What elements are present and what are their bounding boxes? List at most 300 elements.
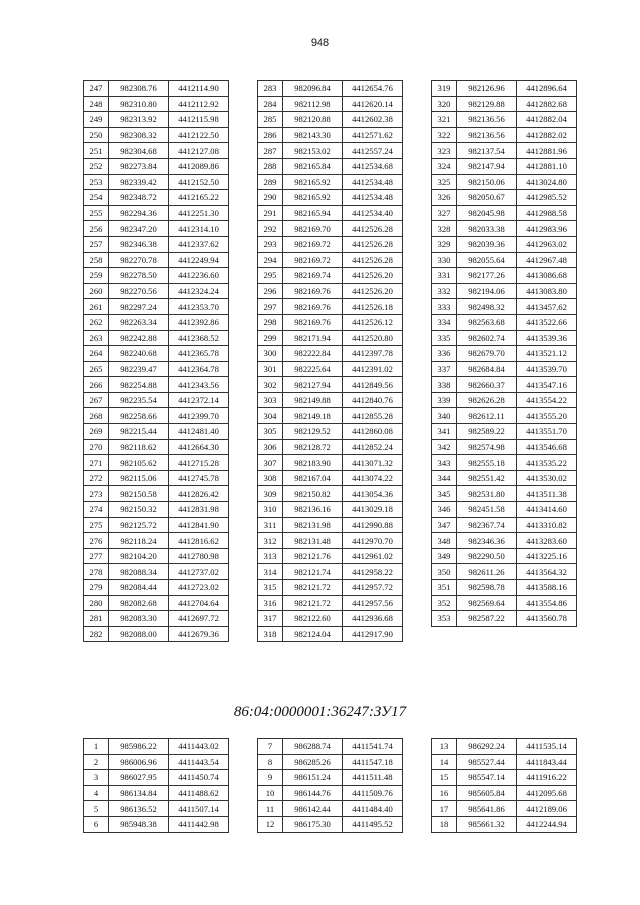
y-coordinate-cell: 4413283.60 bbox=[517, 533, 577, 549]
y-coordinate-cell: 4412855.28 bbox=[343, 408, 403, 424]
point-number-cell: 304 bbox=[258, 408, 283, 424]
x-coordinate-cell: 985527.44 bbox=[457, 754, 517, 770]
table-row bbox=[84, 626, 229, 642]
y-coordinate-cell: 4413551.70 bbox=[517, 424, 577, 440]
y-coordinate-cell: 4413074.22 bbox=[343, 470, 403, 486]
point-number-cell: 301 bbox=[258, 361, 283, 377]
y-coordinate-cell: 4412961.02 bbox=[343, 548, 403, 564]
table-row bbox=[432, 611, 577, 627]
table-row bbox=[258, 470, 403, 486]
point-number-cell: 8 bbox=[258, 754, 283, 770]
table-row bbox=[258, 236, 403, 252]
table-row bbox=[258, 439, 403, 455]
y-coordinate-cell: 4412963.02 bbox=[517, 236, 577, 252]
y-coordinate-cell: 4413086.68 bbox=[517, 268, 577, 284]
table-row bbox=[84, 486, 229, 502]
table-row bbox=[258, 770, 403, 786]
point-number-cell: 264 bbox=[84, 346, 109, 362]
y-coordinate-cell: 4413457.62 bbox=[517, 299, 577, 315]
point-number-cell: 329 bbox=[432, 236, 457, 252]
y-coordinate-cell: 4412122.50 bbox=[169, 127, 229, 143]
y-coordinate-cell: 4412251.30 bbox=[169, 205, 229, 221]
y-coordinate-cell: 4412881.96 bbox=[517, 143, 577, 159]
x-coordinate-cell: 982165.84 bbox=[283, 158, 343, 174]
point-number-cell: 323 bbox=[432, 143, 457, 159]
point-number-cell: 272 bbox=[84, 470, 109, 486]
y-coordinate-cell: 4411507.14 bbox=[169, 801, 229, 817]
table-row bbox=[84, 502, 229, 518]
point-number-cell: 346 bbox=[432, 502, 457, 518]
x-coordinate-cell: 982136.16 bbox=[283, 502, 343, 518]
y-coordinate-cell: 4412737.02 bbox=[169, 564, 229, 580]
table-row bbox=[432, 314, 577, 330]
point-number-cell: 353 bbox=[432, 611, 457, 627]
y-coordinate-cell: 4411511.48 bbox=[343, 770, 403, 786]
y-coordinate-cell: 4412882.04 bbox=[517, 112, 577, 128]
x-coordinate-cell: 982126.96 bbox=[457, 81, 517, 97]
point-number-cell: 288 bbox=[258, 158, 283, 174]
table-row bbox=[432, 174, 577, 190]
x-coordinate-cell: 982124.04 bbox=[283, 626, 343, 642]
y-coordinate-cell: 4412620.14 bbox=[343, 96, 403, 112]
y-coordinate-cell: 4412780.98 bbox=[169, 548, 229, 564]
table-row bbox=[84, 770, 229, 786]
y-coordinate-cell: 4411535.14 bbox=[517, 739, 577, 755]
y-coordinate-cell: 4413522.66 bbox=[517, 314, 577, 330]
x-coordinate-cell: 982171.94 bbox=[283, 330, 343, 346]
table-row bbox=[258, 221, 403, 237]
x-coordinate-cell: 982598.78 bbox=[457, 580, 517, 596]
y-coordinate-cell: 4412324.24 bbox=[169, 283, 229, 299]
table-row bbox=[432, 785, 577, 801]
x-coordinate-cell: 982105.62 bbox=[109, 455, 169, 471]
point-number-cell: 263 bbox=[84, 330, 109, 346]
x-coordinate-cell: 982258.66 bbox=[109, 408, 169, 424]
y-coordinate-cell: 4412970.70 bbox=[343, 533, 403, 549]
x-coordinate-cell: 986292.24 bbox=[457, 739, 517, 755]
point-number-cell: 248 bbox=[84, 96, 109, 112]
y-coordinate-cell: 4413547.16 bbox=[517, 377, 577, 393]
x-coordinate-cell: 982131.48 bbox=[283, 533, 343, 549]
y-coordinate-cell: 4412089.86 bbox=[169, 158, 229, 174]
table-row bbox=[84, 801, 229, 817]
x-coordinate-cell: 982551.42 bbox=[457, 470, 517, 486]
table-row bbox=[84, 346, 229, 362]
point-number-cell: 247 bbox=[84, 81, 109, 97]
x-coordinate-cell: 982239.47 bbox=[109, 361, 169, 377]
y-coordinate-cell: 4411495.52 bbox=[343, 816, 403, 832]
table-row bbox=[84, 143, 229, 159]
point-number-cell: 331 bbox=[432, 268, 457, 284]
y-coordinate-cell: 4412526.28 bbox=[343, 252, 403, 268]
table-row bbox=[84, 533, 229, 549]
point-number-cell: 318 bbox=[258, 626, 283, 642]
y-coordinate-cell: 4412372.14 bbox=[169, 392, 229, 408]
point-number-cell: 280 bbox=[84, 595, 109, 611]
point-number-cell: 253 bbox=[84, 174, 109, 190]
x-coordinate-cell: 982121.74 bbox=[283, 564, 343, 580]
point-number-cell: 12 bbox=[258, 816, 283, 832]
table-row bbox=[258, 205, 403, 221]
point-number-cell: 340 bbox=[432, 408, 457, 424]
table-row bbox=[84, 81, 229, 97]
point-number-cell: 254 bbox=[84, 190, 109, 206]
table-row bbox=[258, 754, 403, 770]
x-coordinate-cell: 982084.44 bbox=[109, 580, 169, 596]
table-row bbox=[432, 221, 577, 237]
x-coordinate-cell: 982169.76 bbox=[283, 314, 343, 330]
coordinates-table-bottom-3 bbox=[431, 738, 577, 833]
x-coordinate-cell: 982033.38 bbox=[457, 221, 517, 237]
x-coordinate-cell: 982120.88 bbox=[283, 112, 343, 128]
point-number-cell: 296 bbox=[258, 283, 283, 299]
point-number-cell: 293 bbox=[258, 236, 283, 252]
y-coordinate-cell: 4412882.68 bbox=[517, 96, 577, 112]
table-row bbox=[84, 96, 229, 112]
table-row bbox=[258, 127, 403, 143]
table-row bbox=[258, 564, 403, 580]
x-coordinate-cell: 982194.06 bbox=[457, 283, 517, 299]
x-coordinate-cell: 982096.84 bbox=[283, 81, 343, 97]
point-number-cell: 278 bbox=[84, 564, 109, 580]
y-coordinate-cell: 4412826.42 bbox=[169, 486, 229, 502]
y-coordinate-cell: 4412881.10 bbox=[517, 158, 577, 174]
table-row bbox=[84, 424, 229, 440]
table-row bbox=[258, 299, 403, 315]
point-number-cell: 255 bbox=[84, 205, 109, 221]
y-coordinate-cell: 4412337.62 bbox=[169, 236, 229, 252]
table-row bbox=[432, 408, 577, 424]
y-coordinate-cell: 4412534.40 bbox=[343, 205, 403, 221]
y-coordinate-cell: 4412392.86 bbox=[169, 314, 229, 330]
y-coordinate-cell: 4411488.62 bbox=[169, 785, 229, 801]
table-row bbox=[432, 361, 577, 377]
table-row bbox=[258, 81, 403, 97]
point-number-cell: 315 bbox=[258, 580, 283, 596]
y-coordinate-cell: 4412852.24 bbox=[343, 439, 403, 455]
table-row bbox=[258, 174, 403, 190]
y-coordinate-cell: 4411547.18 bbox=[343, 754, 403, 770]
point-number-cell: 14 bbox=[432, 754, 457, 770]
y-coordinate-cell: 4412365.78 bbox=[169, 346, 229, 362]
x-coordinate-cell: 982308.32 bbox=[109, 127, 169, 143]
point-number-cell: 258 bbox=[84, 252, 109, 268]
point-number-cell: 286 bbox=[258, 127, 283, 143]
y-coordinate-cell: 4412557.24 bbox=[343, 143, 403, 159]
table-row bbox=[432, 439, 577, 455]
x-coordinate-cell: 982118.24 bbox=[109, 533, 169, 549]
x-coordinate-cell: 982167.04 bbox=[283, 470, 343, 486]
y-coordinate-cell: 4413530.02 bbox=[517, 470, 577, 486]
point-number-cell: 1 bbox=[84, 739, 109, 755]
table-row bbox=[258, 785, 403, 801]
y-coordinate-cell: 4412534.68 bbox=[343, 158, 403, 174]
x-coordinate-cell: 982169.74 bbox=[283, 268, 343, 284]
x-coordinate-cell: 982346.36 bbox=[457, 533, 517, 549]
x-coordinate-cell: 982313.92 bbox=[109, 112, 169, 128]
table-row bbox=[432, 346, 577, 362]
table-row bbox=[432, 816, 577, 832]
table-row bbox=[258, 361, 403, 377]
table-row bbox=[84, 595, 229, 611]
point-number-cell: 265 bbox=[84, 361, 109, 377]
x-coordinate-cell: 982104.20 bbox=[109, 548, 169, 564]
point-number-cell: 6 bbox=[84, 816, 109, 832]
x-coordinate-cell: 982684.84 bbox=[457, 361, 517, 377]
x-coordinate-cell: 982278.50 bbox=[109, 268, 169, 284]
table-row bbox=[258, 346, 403, 362]
table-row bbox=[432, 580, 577, 596]
table-row bbox=[84, 754, 229, 770]
y-coordinate-cell: 4412343.56 bbox=[169, 377, 229, 393]
y-coordinate-cell: 4413546.68 bbox=[517, 439, 577, 455]
x-coordinate-cell: 982143.30 bbox=[283, 127, 343, 143]
table-row bbox=[432, 283, 577, 299]
x-coordinate-cell: 982153.02 bbox=[283, 143, 343, 159]
table-row bbox=[258, 801, 403, 817]
x-coordinate-cell: 982263.34 bbox=[109, 314, 169, 330]
point-number-cell: 342 bbox=[432, 439, 457, 455]
y-coordinate-cell: 4412364.78 bbox=[169, 361, 229, 377]
x-coordinate-cell: 982169.76 bbox=[283, 283, 343, 299]
point-number-cell: 295 bbox=[258, 268, 283, 284]
point-number-cell: 257 bbox=[84, 236, 109, 252]
y-coordinate-cell: 4412165.22 bbox=[169, 190, 229, 206]
y-coordinate-cell: 4411484.40 bbox=[343, 801, 403, 817]
point-number-cell: 333 bbox=[432, 299, 457, 315]
y-coordinate-cell: 4412664.30 bbox=[169, 439, 229, 455]
x-coordinate-cell: 986285.26 bbox=[283, 754, 343, 770]
point-number-cell: 302 bbox=[258, 377, 283, 393]
x-coordinate-cell: 982150.82 bbox=[283, 486, 343, 502]
table-row bbox=[432, 564, 577, 580]
point-number-cell: 351 bbox=[432, 580, 457, 596]
x-coordinate-cell: 982129.52 bbox=[283, 424, 343, 440]
table-row bbox=[84, 299, 229, 315]
point-number-cell: 250 bbox=[84, 127, 109, 143]
table-row bbox=[432, 330, 577, 346]
table-row bbox=[258, 611, 403, 627]
y-coordinate-cell: 4413511.38 bbox=[517, 486, 577, 502]
x-coordinate-cell: 982131.98 bbox=[283, 517, 343, 533]
x-coordinate-cell: 982165.92 bbox=[283, 174, 343, 190]
table-row bbox=[84, 392, 229, 408]
point-number-cell: 256 bbox=[84, 221, 109, 237]
x-coordinate-cell: 982165.94 bbox=[283, 205, 343, 221]
point-number-cell: 335 bbox=[432, 330, 457, 346]
x-coordinate-cell: 982169.72 bbox=[283, 252, 343, 268]
x-coordinate-cell: 982136.56 bbox=[457, 112, 517, 128]
y-coordinate-cell: 4412353.70 bbox=[169, 299, 229, 315]
table-row bbox=[84, 517, 229, 533]
x-coordinate-cell: 982290.50 bbox=[457, 548, 517, 564]
point-number-cell: 285 bbox=[258, 112, 283, 128]
coordinates-table-bottom-2 bbox=[257, 738, 403, 833]
table-row bbox=[432, 548, 577, 564]
x-coordinate-cell: 982118.62 bbox=[109, 439, 169, 455]
point-number-cell: 308 bbox=[258, 470, 283, 486]
x-coordinate-cell: 982626.28 bbox=[457, 392, 517, 408]
table-row bbox=[84, 330, 229, 346]
x-coordinate-cell: 982149.18 bbox=[283, 408, 343, 424]
x-coordinate-cell: 982169.76 bbox=[283, 299, 343, 315]
x-coordinate-cell: 982150.58 bbox=[109, 486, 169, 502]
point-number-cell: 275 bbox=[84, 517, 109, 533]
table-row bbox=[258, 739, 403, 755]
x-coordinate-cell: 982587.22 bbox=[457, 611, 517, 627]
table-row bbox=[84, 564, 229, 580]
table-row bbox=[84, 283, 229, 299]
x-coordinate-cell: 986142.44 bbox=[283, 801, 343, 817]
table-row bbox=[258, 283, 403, 299]
x-coordinate-cell: 986136.52 bbox=[109, 801, 169, 817]
x-coordinate-cell: 982589.22 bbox=[457, 424, 517, 440]
y-coordinate-cell: 4412831.98 bbox=[169, 502, 229, 518]
point-number-cell: 271 bbox=[84, 455, 109, 471]
y-coordinate-cell: 4412896.64 bbox=[517, 81, 577, 97]
table-row bbox=[432, 112, 577, 128]
y-coordinate-cell: 4413521.12 bbox=[517, 346, 577, 362]
y-coordinate-cell: 4413310.82 bbox=[517, 517, 577, 533]
y-coordinate-cell: 4412860.08 bbox=[343, 424, 403, 440]
y-coordinate-cell: 4412985.52 bbox=[517, 190, 577, 206]
point-number-cell: 325 bbox=[432, 174, 457, 190]
point-number-cell: 291 bbox=[258, 205, 283, 221]
y-coordinate-cell: 4412114.90 bbox=[169, 81, 229, 97]
x-coordinate-cell: 982128.72 bbox=[283, 439, 343, 455]
y-coordinate-cell: 4412816.62 bbox=[169, 533, 229, 549]
table-row bbox=[258, 486, 403, 502]
table-row bbox=[258, 595, 403, 611]
table-row bbox=[258, 580, 403, 596]
x-coordinate-cell: 982121.72 bbox=[283, 595, 343, 611]
point-number-cell: 350 bbox=[432, 564, 457, 580]
point-number-cell: 252 bbox=[84, 158, 109, 174]
y-coordinate-cell: 4412917.90 bbox=[343, 626, 403, 642]
y-coordinate-cell: 4412704.64 bbox=[169, 595, 229, 611]
table-row bbox=[432, 502, 577, 518]
x-coordinate-cell: 982531.80 bbox=[457, 486, 517, 502]
point-number-cell: 343 bbox=[432, 455, 457, 471]
x-coordinate-cell: 982348.72 bbox=[109, 190, 169, 206]
point-number-cell: 309 bbox=[258, 486, 283, 502]
y-coordinate-cell: 4411541.74 bbox=[343, 739, 403, 755]
point-number-cell: 305 bbox=[258, 424, 283, 440]
coordinates-table-bottom-1 bbox=[83, 738, 229, 833]
x-coordinate-cell: 982270.78 bbox=[109, 252, 169, 268]
point-number-cell: 7 bbox=[258, 739, 283, 755]
x-coordinate-cell: 986288.74 bbox=[283, 739, 343, 755]
x-coordinate-cell: 985986.22 bbox=[109, 739, 169, 755]
table-row bbox=[432, 486, 577, 502]
x-coordinate-cell: 982039.36 bbox=[457, 236, 517, 252]
point-number-cell: 276 bbox=[84, 533, 109, 549]
page-number: 948 bbox=[310, 37, 330, 49]
point-number-cell: 336 bbox=[432, 346, 457, 362]
x-coordinate-cell: 982611.26 bbox=[457, 564, 517, 580]
y-coordinate-cell: 4412534.48 bbox=[343, 190, 403, 206]
x-coordinate-cell: 982569.64 bbox=[457, 595, 517, 611]
point-number-cell: 269 bbox=[84, 424, 109, 440]
x-coordinate-cell: 982115.06 bbox=[109, 470, 169, 486]
table-row bbox=[432, 252, 577, 268]
table-row bbox=[432, 96, 577, 112]
point-number-cell: 312 bbox=[258, 533, 283, 549]
point-number-cell: 347 bbox=[432, 517, 457, 533]
y-coordinate-cell: 4412936.68 bbox=[343, 611, 403, 627]
point-number-cell: 339 bbox=[432, 392, 457, 408]
point-number-cell: 282 bbox=[84, 626, 109, 642]
point-number-cell: 3 bbox=[84, 770, 109, 786]
y-coordinate-cell: 4413024.80 bbox=[517, 174, 577, 190]
section-title: 86:04:0000001:36247:ЗУ17 bbox=[233, 704, 407, 720]
point-number-cell: 17 bbox=[432, 801, 457, 817]
point-number-cell: 321 bbox=[432, 112, 457, 128]
x-coordinate-cell: 982088.00 bbox=[109, 626, 169, 642]
point-number-cell: 289 bbox=[258, 174, 283, 190]
x-coordinate-cell: 982555.18 bbox=[457, 455, 517, 471]
y-coordinate-cell: 4413083.80 bbox=[517, 283, 577, 299]
table-row bbox=[258, 455, 403, 471]
x-coordinate-cell: 982346.38 bbox=[109, 236, 169, 252]
y-coordinate-cell: 4412189.06 bbox=[517, 801, 577, 817]
point-number-cell: 279 bbox=[84, 580, 109, 596]
y-coordinate-cell: 4411443.54 bbox=[169, 754, 229, 770]
table-row bbox=[432, 470, 577, 486]
y-coordinate-cell: 4413054.36 bbox=[343, 486, 403, 502]
x-coordinate-cell: 982240.68 bbox=[109, 346, 169, 362]
x-coordinate-cell: 982297.24 bbox=[109, 299, 169, 315]
y-coordinate-cell: 4412602.38 bbox=[343, 112, 403, 128]
table-row bbox=[432, 392, 577, 408]
y-coordinate-cell: 4412095.68 bbox=[517, 785, 577, 801]
x-coordinate-cell: 986175.30 bbox=[283, 816, 343, 832]
point-number-cell: 352 bbox=[432, 595, 457, 611]
table-row bbox=[84, 205, 229, 221]
y-coordinate-cell: 4412249.94 bbox=[169, 252, 229, 268]
coordinates-table-top-3 bbox=[431, 80, 577, 627]
y-coordinate-cell: 4412244.94 bbox=[517, 816, 577, 832]
point-number-cell: 311 bbox=[258, 517, 283, 533]
x-coordinate-cell: 982451.58 bbox=[457, 502, 517, 518]
point-number-cell: 317 bbox=[258, 611, 283, 627]
x-coordinate-cell: 982222.84 bbox=[283, 346, 343, 362]
x-coordinate-cell: 982242.88 bbox=[109, 330, 169, 346]
y-coordinate-cell: 4413554.86 bbox=[517, 595, 577, 611]
x-coordinate-cell: 982165.92 bbox=[283, 190, 343, 206]
table-row bbox=[432, 236, 577, 252]
table-row bbox=[432, 754, 577, 770]
point-number-cell: 327 bbox=[432, 205, 457, 221]
table-row bbox=[258, 408, 403, 424]
table-row bbox=[84, 158, 229, 174]
table-row bbox=[258, 424, 403, 440]
y-coordinate-cell: 4413539.70 bbox=[517, 361, 577, 377]
y-coordinate-cell: 4412697.72 bbox=[169, 611, 229, 627]
y-coordinate-cell: 4412391.02 bbox=[343, 361, 403, 377]
table-row bbox=[84, 548, 229, 564]
y-coordinate-cell: 4413539.36 bbox=[517, 330, 577, 346]
table-row bbox=[432, 424, 577, 440]
y-coordinate-cell: 4412571.62 bbox=[343, 127, 403, 143]
point-number-cell: 274 bbox=[84, 502, 109, 518]
point-number-cell: 9 bbox=[258, 770, 283, 786]
point-number-cell: 270 bbox=[84, 439, 109, 455]
table-row bbox=[84, 455, 229, 471]
point-number-cell: 310 bbox=[258, 502, 283, 518]
x-coordinate-cell: 985948.38 bbox=[109, 816, 169, 832]
coordinates-table-top-2 bbox=[257, 80, 403, 642]
